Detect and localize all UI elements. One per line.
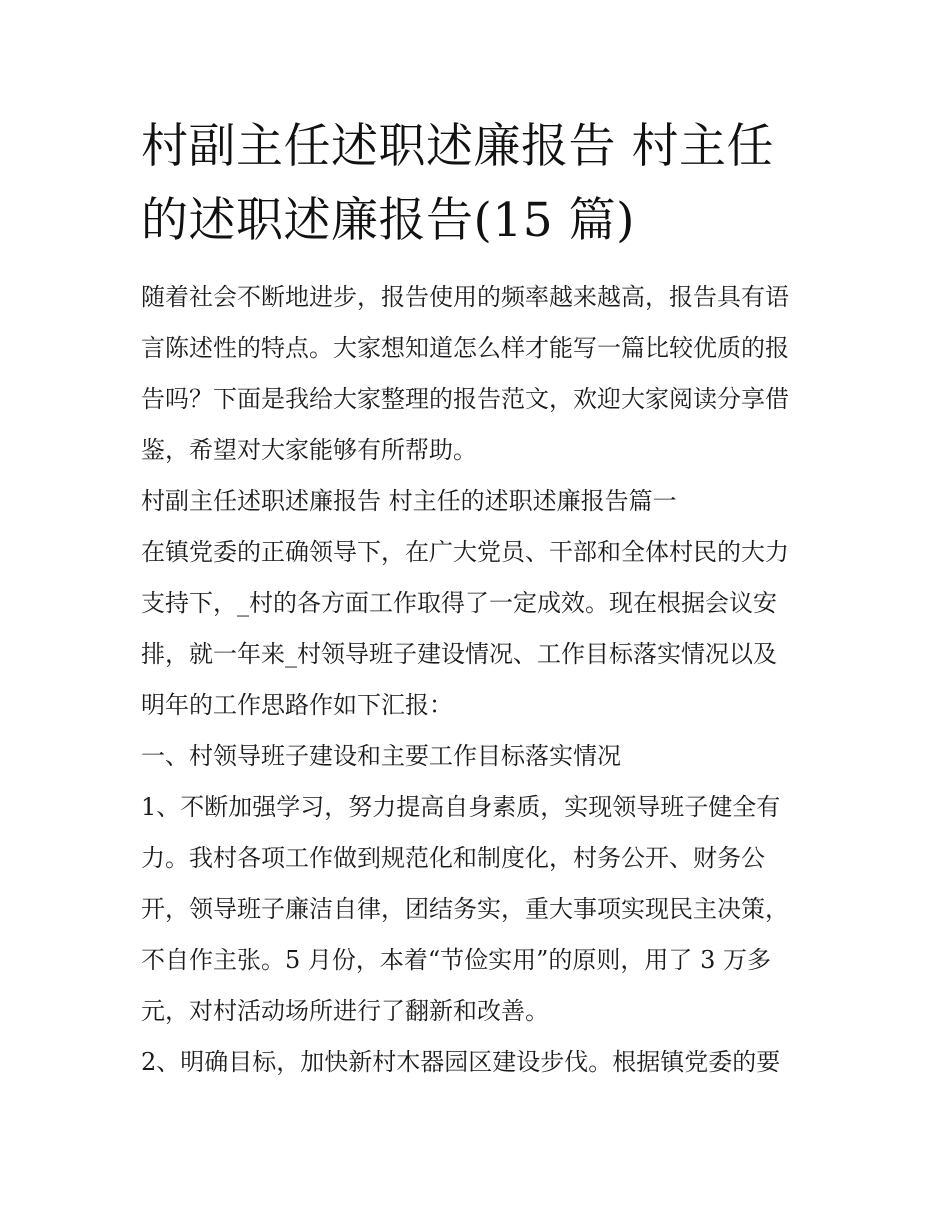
paragraph-line: 力。我村各项工作做到规范化和制度化，村务公开、财务公 [141, 844, 765, 872]
intro-line: 言陈述性的特点。大家想知道怎么样才能写一篇比较优质的报 [141, 334, 789, 362]
paragraph-line: 明年的工作思路作如下汇报： [141, 691, 453, 719]
title-line-1: 村副主任述职述廉报告 村主任 [141, 119, 774, 174]
paragraph-line: 2、明确目标，加快新村木器园区建设步伐。根据镇党委的要 [141, 1048, 781, 1076]
document-body [141, 110, 813, 1088]
paragraph-line: 1、不断加强学习，努力提高自身素质，实现领导班子健全有 [141, 793, 781, 821]
point-1 [141, 782, 813, 1037]
paragraph-line: 开，领导班子廉洁自律，团结务实，重大事项实现民主决策， [141, 895, 789, 923]
paragraph-line: 元，对村活动场所进行了翻新和改善。 [141, 997, 549, 1025]
paragraph-line: 支持下，_村的各方面工作取得了一定成效。现在根据会议安 [141, 589, 777, 617]
point-2 [141, 1037, 813, 1088]
intro-line: 随着社会不断地进步，报告使用的频率越来越高，报告具有语 [141, 283, 789, 311]
paragraph-1 [141, 527, 813, 731]
paragraph-line: 排，就一年来_村领导班子建设情况、工作目标落实情况以及 [141, 640, 777, 668]
intro-line: 告吗？下面是我给大家整理的报告范文，欢迎大家阅读分享借 [141, 385, 789, 413]
intro-paragraph [141, 272, 813, 476]
section-heading: 村副主任述职述廉报告 村主任的述职述廉报告篇一 [141, 487, 677, 515]
subheading: 一、村领导班子建设和主要工作目标落实情况 [141, 742, 621, 770]
document-title [141, 110, 813, 258]
paragraph-line: 不自作主张。5 月份，本着“节俭实用”的原则，用了 3 万多 [141, 946, 771, 974]
intro-line: 鉴，希望对大家能够有所帮助。 [141, 436, 477, 464]
paragraph-line: 在镇党委的正确领导下，在广大党员、干部和全体村民的大力 [141, 538, 789, 566]
title-line-2: 的述职述廉报告(15 篇) [141, 193, 635, 248]
